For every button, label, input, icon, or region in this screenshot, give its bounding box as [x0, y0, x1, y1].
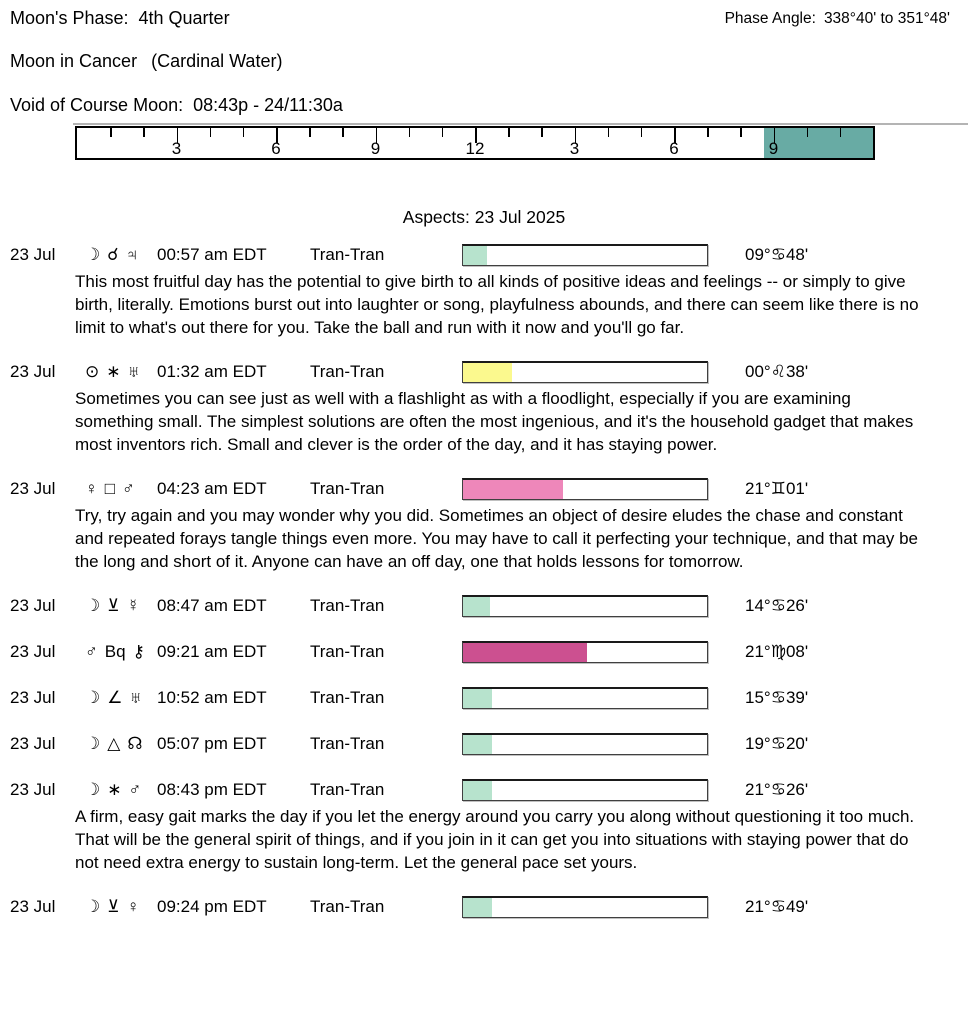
orb-progress-bar: [462, 595, 708, 617]
moon-phase-value: 4th Quarter: [138, 8, 230, 28]
ruler-hour-label: 3: [171, 139, 182, 158]
aspect-row: [0, 242, 968, 268]
moon-phase-label: Moon's Phase:: [10, 8, 129, 28]
aspect-glyphs: [85, 780, 157, 800]
aspect-date: 23 Jul: [10, 780, 56, 799]
aspect-block: [0, 593, 968, 619]
aspect-chart-type: Tran-Tran: [310, 362, 385, 381]
aspect-date: 23 Jul: [10, 245, 56, 264]
page-header: [0, 8, 968, 29]
aspect-date: 23 Jul: [10, 362, 56, 381]
aspect-chart-type: Tran-Tran: [310, 897, 385, 916]
orb-progress-fill: [463, 735, 492, 754]
phase-angle-value: 338°40' to 351°48': [823, 10, 950, 27]
aspect-degree: 15°♋39': [745, 688, 809, 707]
aspect-description: This most fruitful day has the potential to give birth to all kinds of positive ideas and feelings -- or simply to give birth, literally. Emotions burst out into laughter or song, playfulness abounds, and there can seem like there is no limit to what's out there for you. Take the ball and run with it now and you'll go far.: [75, 272, 919, 337]
planet2-icon: ♂: [122, 479, 135, 498]
aspect-time: 09:21 am EDT: [157, 642, 267, 661]
planet2-icon: ♅: [129, 688, 143, 707]
orb-progress-bar: [462, 361, 708, 383]
ruler-tick: [210, 128, 212, 137]
aspect-description: Sometimes you can see just as well with a flashlight as with a floodlight, especially if you are examining something small. The simplest solutions are often the most ingenious, and it's the household gadget that makes most inventors rich. Small and clever is the order of the day, and it has staying power.: [75, 389, 914, 454]
planet1-icon: ☽: [85, 780, 101, 799]
ruler-tick: [342, 128, 344, 137]
planet2-icon: ♅: [127, 362, 141, 381]
ruler-tick: [541, 128, 543, 137]
aspect-row: [0, 593, 968, 619]
ruler-tick: [143, 128, 145, 137]
aspect-glyphs: [85, 245, 157, 265]
orb-progress-fill: [463, 597, 490, 616]
aspect-time: 01:32 am EDT: [157, 362, 267, 381]
planet1-icon: ♀: [85, 479, 98, 498]
aspect-date: 23 Jul: [10, 642, 56, 661]
orb-progress-bar: [462, 733, 708, 755]
void-of-course-ruler: [75, 126, 875, 160]
orb-progress-bar: [462, 641, 708, 663]
aspect-description: Try, try again and you may wonder why you did. Sometimes an object of desire eludes the chase and constant and repeated forays tangle things even more. You may have to call it perfecting your technique, and that may be the long and short of it. Anyone can have an off day, one that holds lessons for tomorrow.: [75, 506, 918, 571]
aspect-block: [0, 476, 968, 573]
planet1-icon: ☽: [85, 688, 101, 707]
ruler-hour-label: 9: [768, 139, 779, 158]
aspect-row: [0, 476, 968, 502]
phase-angle-label: Phase Angle:: [724, 10, 816, 27]
ruler-hour-label: 6: [271, 139, 281, 158]
aspect-block: [0, 242, 968, 339]
planet1-icon: ☽: [85, 245, 101, 264]
ruler-tick: [707, 128, 709, 137]
aspects-title: Aspects: 23 Jul 2025: [402, 207, 566, 227]
orb-progress-fill: [463, 689, 492, 708]
aspect-date: 23 Jul: [10, 596, 56, 615]
aspect-row: [0, 731, 968, 757]
aspect-time: 08:43 pm EDT: [157, 780, 267, 799]
aspect-degree: 21°♍08': [745, 642, 809, 661]
aspect-glyphs: [85, 362, 157, 382]
aspect-row: [0, 777, 968, 803]
aspect-degree: 00°♌38': [745, 362, 809, 381]
aspect-glyphs: [85, 479, 157, 499]
aspect-glyphs: [85, 688, 157, 708]
aspect-chart-type: Tran-Tran: [310, 642, 385, 661]
aspect-chart-type: Tran-Tran: [310, 596, 385, 615]
aspect-degree: 21°♊01': [745, 479, 809, 498]
aspect-type-icon: Bq: [104, 642, 126, 661]
planet1-icon: ☽: [85, 734, 101, 753]
aspect-glyphs: [85, 734, 157, 754]
aspect-date: 23 Jul: [10, 479, 56, 498]
orb-progress-bar: [462, 244, 708, 266]
ruler-tick: [110, 128, 112, 137]
aspect-block: [0, 685, 968, 711]
void-of-course-label: Void of Course Moon:: [10, 95, 184, 115]
ruler-tick: [807, 128, 809, 137]
aspect-type-icon: □: [104, 479, 116, 498]
aspect-type-icon: △: [107, 734, 121, 753]
ruler-tick: [641, 128, 643, 137]
aspect-block: [0, 359, 968, 456]
aspect-glyphs: [85, 596, 157, 616]
aspect-chart-type: Tran-Tran: [310, 479, 385, 498]
aspect-type-icon: ∠: [107, 688, 123, 707]
aspect-glyphs: [85, 642, 157, 662]
planet2-icon: ☿: [126, 596, 140, 615]
orb-progress-fill: [463, 898, 492, 917]
aspect-chart-type: Tran-Tran: [310, 688, 385, 707]
planet1-icon: ☽: [85, 897, 101, 916]
ruler-tick: [442, 128, 444, 137]
ruler-tick: [508, 128, 510, 137]
aspect-row: [0, 639, 968, 665]
aspect-block: [0, 639, 968, 665]
moon-sign-quality: (Cardinal Water): [151, 51, 283, 71]
orb-progress-bar: [462, 478, 708, 500]
ruler-hour-label: 3: [569, 139, 580, 158]
orb-progress-fill: [463, 480, 563, 499]
aspect-chart-type: Tran-Tran: [310, 780, 385, 799]
ruler-tick: [608, 128, 610, 137]
aspect-type-icon: ⊻: [107, 596, 120, 615]
ruler-hour-label: 12: [465, 139, 485, 158]
aspect-date: 23 Jul: [10, 897, 56, 916]
aspect-type-icon: ☌: [107, 245, 119, 264]
planet2-icon: ♃: [125, 245, 139, 264]
planet2-icon: ⚷: [132, 642, 145, 661]
orb-progress-fill: [463, 781, 492, 800]
moon-sign-value: Moon in Cancer: [10, 51, 138, 71]
ruler-tick: [740, 128, 742, 137]
aspect-block: [0, 894, 968, 920]
aspect-row: [0, 359, 968, 385]
aspect-time: 00:57 am EDT: [157, 245, 267, 264]
ruler-hour-label: 9: [370, 139, 381, 158]
ruler-hour-label: 6: [669, 139, 679, 158]
aspect-time: 09:24 pm EDT: [157, 897, 267, 916]
aspect-description: A firm, easy gait marks the day if you let the energy around you carry you along without questioning it too much. That will be the general spirit of things, and if you join in it can get you into situations with staying power that do not need extra energy to sustain long-term. Let the general pace set yours.: [75, 807, 915, 872]
aspect-time: 08:47 am EDT: [157, 596, 267, 615]
ruler-tick: [840, 128, 842, 137]
planet2-icon: ♂: [128, 780, 142, 799]
aspect-list: [0, 242, 968, 920]
orb-progress-fill: [463, 246, 487, 265]
aspect-type-icon: ∗: [107, 780, 122, 799]
aspect-date: 23 Jul: [10, 688, 56, 707]
orb-progress-bar: [462, 779, 708, 801]
ruler-tick: [409, 128, 411, 137]
aspect-chart-type: Tran-Tran: [310, 734, 385, 753]
aspect-row: [0, 894, 968, 920]
planet1-icon: ♂: [85, 642, 98, 661]
planet2-icon: ☊: [127, 734, 143, 753]
moon-sign-line: [0, 51, 968, 72]
ruler-track: [75, 126, 875, 160]
ruler-tick: [243, 128, 245, 137]
planet1-icon: ☽: [85, 596, 101, 615]
aspect-degree: 19°♋20': [745, 734, 809, 753]
ruler-top-line: [73, 123, 968, 125]
aspect-block: [0, 731, 968, 757]
aspect-time: 10:52 am EDT: [157, 688, 267, 707]
aspect-type-icon: ∗: [106, 362, 121, 381]
aspect-degree: 21°♋49': [745, 897, 809, 916]
ruler-tick: [309, 128, 311, 137]
orb-progress-fill: [463, 363, 512, 382]
aspect-time: 04:23 am EDT: [157, 479, 267, 498]
void-of-course-value: 08:43p - 24/11:30a: [193, 95, 343, 115]
aspect-degree: 09°♋48': [745, 245, 809, 264]
void-of-course-line: [0, 95, 968, 116]
phase-angle-line: [725, 8, 950, 28]
orb-progress-bar: [462, 896, 708, 918]
aspect-degree: 21°♋26': [745, 780, 809, 799]
aspect-glyphs: [85, 897, 157, 917]
aspect-row: [0, 685, 968, 711]
planet1-icon: ⊙: [85, 362, 100, 381]
void-period-highlight: [764, 128, 873, 158]
orb-progress-fill: [463, 643, 587, 662]
aspect-block: [0, 777, 968, 874]
aspect-date: 23 Jul: [10, 734, 56, 753]
aspect-time: 05:07 pm EDT: [157, 734, 267, 753]
aspect-degree: 14°♋26': [745, 596, 809, 615]
planet2-icon: ♀: [126, 897, 140, 916]
moon-phase-line: [10, 8, 230, 29]
orb-progress-bar: [462, 687, 708, 709]
aspect-type-icon: ⊻: [107, 897, 120, 916]
aspect-chart-type: Tran-Tran: [310, 245, 385, 264]
